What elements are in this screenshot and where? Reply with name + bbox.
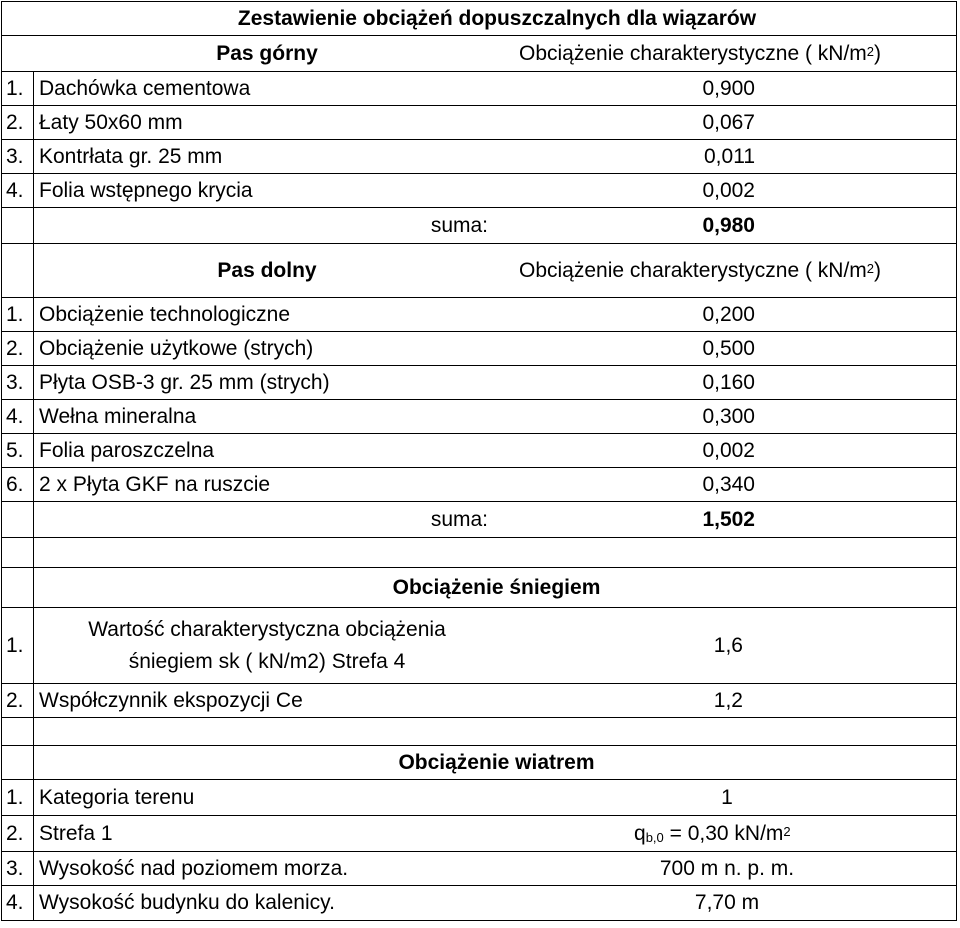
row-number-empty (2, 746, 34, 779)
table-row (2, 106, 956, 140)
table-row (2, 298, 956, 332)
row-label: Strefa 1 (39, 821, 113, 845)
row-number-empty (2, 244, 34, 297)
row-value: 0,300 (702, 404, 755, 428)
row-number: 3. (2, 140, 34, 173)
row-value: 0,160 (702, 370, 755, 394)
row-label-line1: Wartość charakterystyczna obciążenia (88, 617, 446, 641)
row-label: Łaty 50x60 mm (39, 110, 183, 134)
pas-gorny-header-row (2, 36, 956, 72)
sum-label: suma: (430, 213, 488, 237)
wiatr-header-row (2, 746, 956, 780)
spacer-row (2, 538, 956, 568)
title-row (2, 2, 956, 36)
table-row (2, 816, 956, 852)
pas-dolny-column-text: Obciążenie charakterystyczne ( kN/m (519, 258, 867, 282)
row-number: 4. (2, 174, 34, 207)
table-row (2, 852, 956, 886)
row-number: 4. (2, 886, 34, 920)
row-label: Dachówka cementowa (39, 76, 251, 100)
row-label: Kategoria terenu (39, 785, 195, 809)
sum-value: 1,502 (702, 507, 755, 531)
pas-dolny-column-label (519, 244, 881, 297)
row-value: 0,002 (702, 178, 755, 202)
pas-gorny-sum-row (2, 208, 956, 244)
snieg-header-row (2, 568, 956, 608)
row-number-empty (2, 568, 34, 607)
row-label (39, 608, 495, 683)
row-number: 2. (2, 332, 34, 365)
row-value (634, 816, 791, 851)
q-subscript: b,0 (645, 830, 664, 845)
row-number-empty (2, 208, 34, 243)
table-row (2, 684, 956, 718)
row-number: 1. (2, 608, 34, 683)
row-number: 1. (2, 72, 34, 105)
sum-label: suma: (430, 507, 488, 531)
row-number: 6. (2, 468, 34, 501)
pas-dolny-column-sup: 2 (866, 261, 875, 276)
row-label: Wysokość budynku do kalenicy. (39, 891, 335, 914)
row-label-line2: śniegiem sk ( kN/m2) Strefa 4 (128, 649, 406, 673)
row-number: 1. (2, 298, 34, 331)
snieg-header: Obciążenie śniegiem (392, 575, 601, 599)
row-value: 0,200 (702, 302, 755, 326)
row-value: 0,340 (702, 472, 755, 496)
row-value: 1,2 (713, 688, 743, 712)
pas-gorny-column-sup: 2 (866, 44, 875, 59)
row-value: 7,70 m (694, 891, 760, 914)
q-unit-sup: 2 (783, 824, 791, 839)
pas-dolny-sum-row (2, 502, 956, 538)
row-label: Folia wstępnego krycia (39, 178, 253, 202)
row-label: Wysokość nad poziomem morza. (39, 856, 349, 880)
row-value: 700 m n. p. m. (659, 856, 795, 880)
row-label: Folia paroszczelna (39, 438, 215, 462)
table-row (2, 174, 956, 208)
load-table (1, 1, 957, 921)
row-value: 0,067 (702, 110, 755, 134)
row-value: 1 (721, 785, 733, 809)
row-number: 4. (2, 400, 34, 433)
row-label: Wełna mineralna (39, 404, 197, 428)
row-label: Współczynnik ekspozycji Ce (39, 688, 303, 712)
table-row (2, 468, 956, 502)
table-row (2, 608, 956, 684)
row-value: 0,500 (702, 336, 755, 360)
row-number: 5. (2, 434, 34, 467)
row-number: 3. (2, 852, 34, 885)
q-symbol: q (634, 821, 646, 845)
spacer-row (2, 718, 956, 746)
table-row (2, 780, 956, 816)
row-number: 2. (2, 816, 34, 851)
table-row (2, 886, 956, 920)
table-title: Zestawienie obciążeń dopuszczalnych dla wiązarów (237, 6, 757, 30)
row-number-empty (2, 718, 34, 745)
row-label: Płyta OSB-3 gr. 25 mm (strych) (39, 370, 330, 394)
pas-dolny-column-close: ) (874, 258, 882, 282)
row-label: Obciążenie technologiczne (39, 302, 290, 326)
row-number-empty (2, 538, 34, 567)
pas-gorny-column-close: ) (874, 41, 882, 65)
row-label: Kontrłata gr. 25 mm (39, 144, 223, 168)
row-value: 0,900 (702, 76, 755, 100)
pas-gorny-header: Pas górny (216, 41, 318, 65)
table-row (2, 400, 956, 434)
row-value: 1,6 (713, 633, 743, 657)
wiatr-header: Obciążenie wiatrem (398, 750, 595, 774)
sum-value: 0,980 (702, 213, 755, 237)
pas-dolny-header-row (2, 244, 956, 298)
row-value: 0,011 (704, 144, 755, 168)
pas-gorny-column-label (519, 36, 881, 71)
row-value: 0,002 (702, 438, 755, 462)
row-number: 1. (2, 780, 34, 815)
row-label: 2 x Płyta GKF na ruszcie (39, 472, 271, 496)
table-row (2, 434, 956, 468)
row-number: 2. (2, 684, 34, 717)
table-row (2, 140, 956, 174)
q-value: = 0,30 kN/m (663, 821, 784, 845)
row-number: 3. (2, 366, 34, 399)
pas-dolny-header: Pas dolny (217, 258, 317, 282)
table-row (2, 332, 956, 366)
table-row (2, 366, 956, 400)
row-label: Obciążenie użytkowe (strych) (39, 336, 314, 360)
pas-gorny-column-text: Obciążenie charakterystyczne ( kN/m (519, 41, 867, 65)
table-row (2, 72, 956, 106)
row-number-empty (2, 502, 34, 537)
row-number: 2. (2, 106, 34, 139)
